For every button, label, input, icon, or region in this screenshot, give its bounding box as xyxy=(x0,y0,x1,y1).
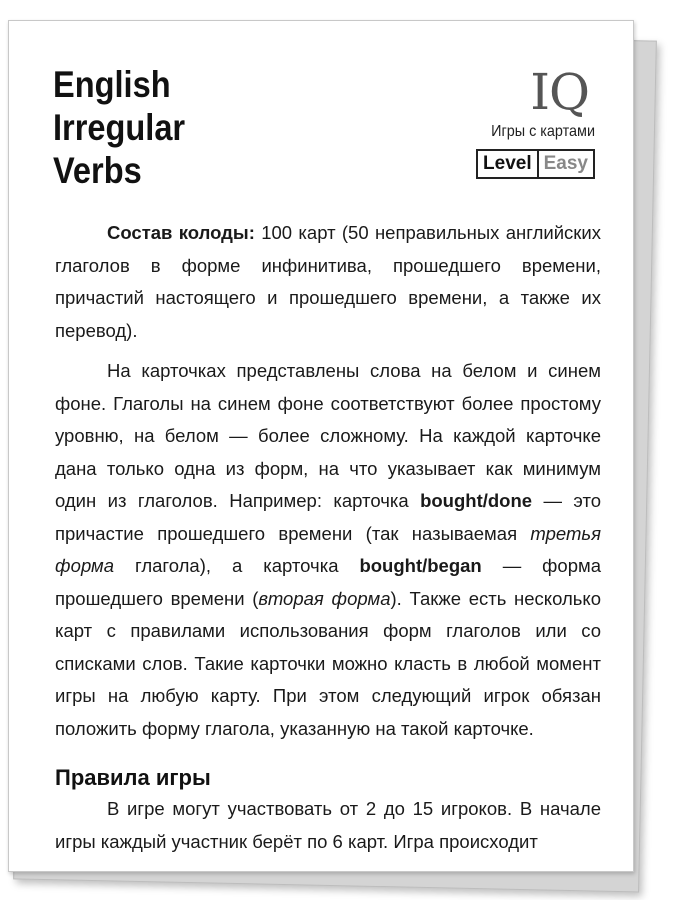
example-verb: bought/done xyxy=(420,490,533,511)
deck-text: 100 карт (50 неправильных английских глаголов в форме инфинитива, прошедшего времени, причастий настоящего и прошедшего времени, а также их перевод). xyxy=(55,222,601,341)
section-heading: Правила игры xyxy=(55,765,211,790)
example-verb: bought/began xyxy=(359,555,482,576)
title-line: Verbs xyxy=(53,150,142,191)
title-line: English xyxy=(53,64,171,105)
deck-composition-paragraph xyxy=(55,217,601,347)
form-term: вторая форма xyxy=(258,587,391,609)
brand-subtitle: Игры с картами xyxy=(491,123,595,140)
text-run: — это причастие прошедшего времени (так называемая xyxy=(55,490,602,544)
level-label: Level xyxy=(478,151,539,177)
body-text xyxy=(55,217,601,858)
text-run: — форма прошедшего времени ( xyxy=(55,555,601,609)
brand-block xyxy=(455,63,595,179)
rules-paragraph: В игре могут участвовать от 2 до 15 игроков. В начале игры каждый участник берёт по 6 карт. Игра происходит xyxy=(55,798,601,852)
deck-label: Состав колоды: xyxy=(107,222,255,243)
text-run: На карточках представлены слова на белом и синем фоне. Глаголы на синем фоне соответствуют более простому уровню, на белом — более сложному. На каждой карточке дана только одна из форм, на что указывает как минимум один из глаголов. Например: карточка xyxy=(55,360,601,511)
level-value: Easy xyxy=(543,153,588,174)
text-run: глагола), а карточка xyxy=(114,555,360,576)
text-run: ). Также есть несколько карт с правилами использования форм глаголов или со списками слов. Такие карточки можно класть в любой момент игры на любую карту. При этом следующий игрок обязан положить форму глагола, указанную на такой карточке. xyxy=(55,587,602,739)
rules-sheet xyxy=(8,20,634,872)
iq-logo: IQ xyxy=(530,63,589,121)
cards-description-paragraph xyxy=(55,355,601,745)
title-line: Irregular xyxy=(53,107,186,148)
form-term: третья форма xyxy=(55,522,601,576)
level-badge xyxy=(476,149,595,179)
page-title xyxy=(53,63,185,192)
